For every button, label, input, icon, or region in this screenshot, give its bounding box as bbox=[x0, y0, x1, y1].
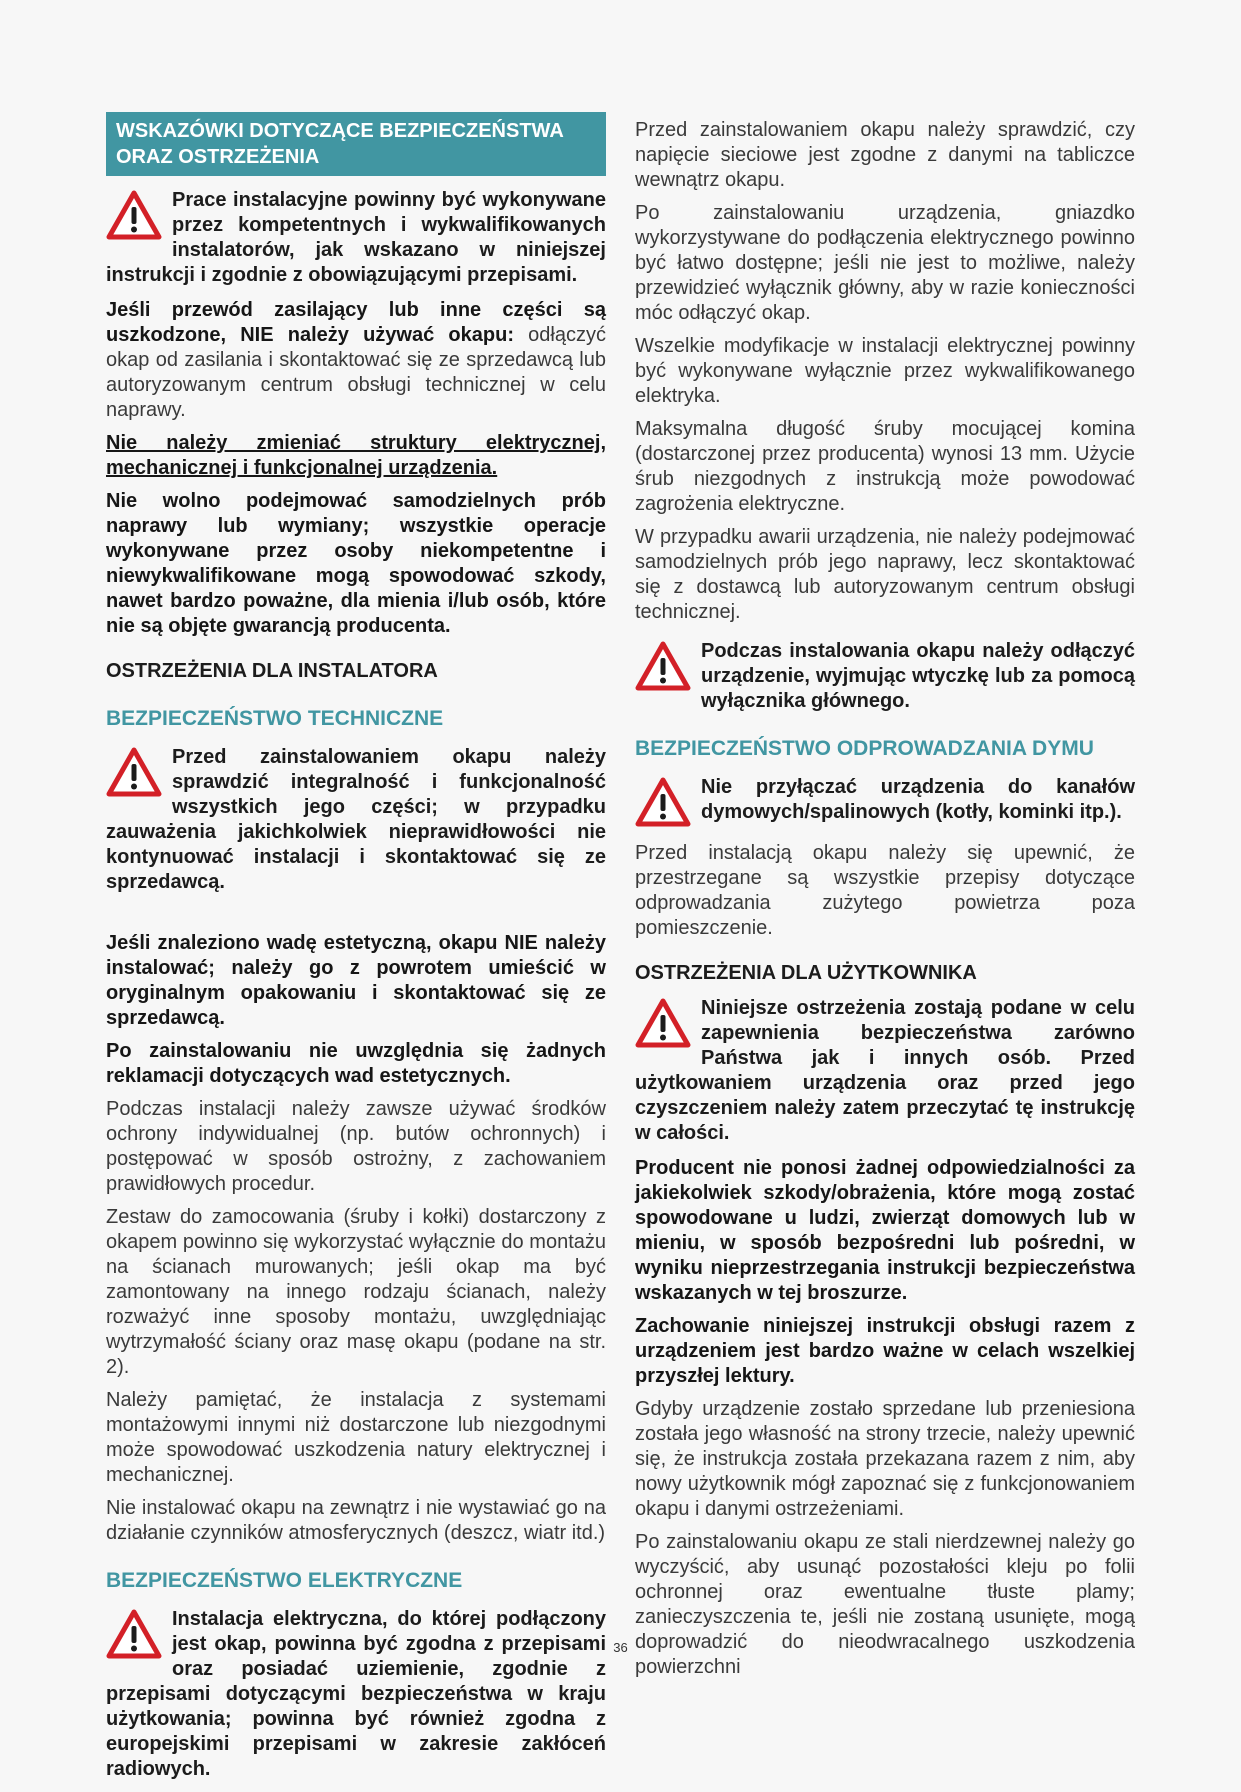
heading-technical-safety: BEZPIECZEŃSTWO TECHNICZNE bbox=[106, 707, 444, 730]
paragraph-aesthetic-defect: Jeśli znaleziono wadę estetyczną, okapu NIE należy instalować; należy go z powrotem umieścić w oryginalnym opakowaniu i skontaktować się ze sprzedawcą. bbox=[106, 932, 606, 1029]
paragraph-failure: W przypadku awarii urządzenia, nie należy podejmować samodzielnych prób jego naprawy, lecz skontaktować się z dostawcą lub autoryzowanym centrum obsługi technicznej. bbox=[635, 526, 1135, 623]
warning-disconnect bbox=[635, 639, 1135, 714]
paragraph-liability: Producent nie ponosi żadnej odpowiedzialności za jakiekolwiek szkody/obrażenia, które mogą zostać spowodowane u ludzi, zwierząt domowych lub w mieniu, w sposób bezpośredni lub pośredni, w wyniku nieprzestrzegania instrukcji bezpieczeństwa wskazanych w tej broszurze. bbox=[635, 1157, 1135, 1304]
heading-electrical-safety: BEZPIECZEŃSTWO ELEKTRYCZNE bbox=[106, 1569, 463, 1592]
paragraph-keep-manual: Zachowanie niniejszej instrukcji obsługi razem z urządzeniem jest bardzo ważne w celach wszelkiej przyszłej lektury. bbox=[635, 1315, 1135, 1387]
warning-triangle-icon bbox=[106, 747, 162, 797]
paragraph-no-repair: Nie wolno podejmować samodzielnych prób naprawy lub wymiany; wszystkie operacje wykonywane przez osoby niekompetentne i niewykwalifikowane mogą spowodować szkody, nawet bardzo poważne, dla mienia i/lub osób, które nie są objęte gwarancją producenta. bbox=[106, 490, 606, 637]
paragraph-mounting-kit: Zestaw do zamocowania (śruby i kołki) dostarczony z okapem powinno się wykorzystać wyłącznie do montażu na ścianach murowanych; jeśli okap ma być zamontowany na innego rodzaju ścianach, należy rozważyć inne sposoby montażu, uwzględniając wytrzymałość ściany oraz masę okapu (podane na str. 2). bbox=[106, 1206, 606, 1378]
paragraph-voltage: Przed zainstalowaniem okapu należy sprawdzić, czy napięcie sieciowe jest zgodne z danymi na tabliczce wewnątrz okapu. bbox=[635, 119, 1135, 191]
warning-triangle-icon bbox=[635, 777, 691, 827]
damaged-cable-bold: Jeśli przewód zasilający lub inne części są uszkodzone, NIE należy używać okapu: bbox=[106, 299, 606, 346]
paragraph-no-complaints: Po zainstalowaniu nie uwzględnia się żadnych reklamacji dotyczących wad estetycznych. bbox=[106, 1040, 606, 1087]
warning-triangle-icon bbox=[635, 641, 691, 691]
heading-user: OSTRZEŻENIA DLA UŻYTKOWNIKA bbox=[635, 962, 977, 984]
warning-user-text: Niniejsze ostrzeżenia zostają podane w celu zapewnienia bezpieczeństwa zarówno Państwa jak i innych osób. Przed użytkowaniem urządzenia oraz przed jego czyszczeniem należy zatem przeczytać tę instrukcję w całości. bbox=[635, 997, 1135, 1144]
warning-triangle-icon bbox=[635, 998, 691, 1048]
paragraph-protection: Podczas instalacji należy zawsze używać środków ochrony indywidualnej (np. butów ochronnych) i postępować w sposób ostrożny, z zachowaniem prawidłowych procedur. bbox=[106, 1098, 606, 1195]
paragraph-resale: Gdyby urządzenie zostało sprzedane lub przeniesiona została jego własność na strony trzecie, należy upewnić się, że instrukcja została przekazana razem z nim, aby nowy użytkownik mógł zapoznać się z funkcjonowaniem okapu i danymi ostrzeżeniami. bbox=[635, 1398, 1135, 1520]
paragraph-modifications: Wszelkie modyfikacje w instalacji elektrycznej powinny być wykonywane wyłącznie przez wykwalifikowanego elektryka. bbox=[635, 335, 1135, 407]
paragraph-no-modify: Nie należy zmieniać struktury elektrycznej, mechanicznej i funkcjonalnej urządzenia. bbox=[106, 432, 606, 479]
left-column bbox=[106, 112, 606, 1792]
heading-smoke-safety: BEZPIECZEŃSTWO ODPROWADZANIA DYMU bbox=[635, 737, 1094, 760]
paragraph-stainless-clean: Po zainstalowaniu okapu ze stali nierdzewnej należy go wyczyścić, aby usunąć pozostałości kleju po folii ochronnej oraz ewentualne tłuste plamy; zanieczyszczenia te, jeśli nie zostaną usunięte, mogą doprowadzić do nieodwracalnego uszkodzenia powierzchni bbox=[635, 1531, 1135, 1678]
paragraph-other-systems: Należy pamiętać, że instalacja z systemami montażowymi innymi niż dostarczone lub niezgodnymi może spowodować uszkodzenia natury elektrycznej i mechanicznej. bbox=[106, 1389, 606, 1486]
paragraph-outdoor: Nie instalować okapu na zewnątrz i nie wystawiać go na działanie czynników atmosferycznych (deszcz, wiatr itd.) bbox=[106, 1497, 606, 1544]
heading-installer: OSTRZEŻENIA DLA INSTALATORA bbox=[106, 660, 438, 682]
warning-installers-text: Prace instalacyjne powinny być wykonywane przez kompetentnych i wykwalifikowanych instalatorów, jak wskazano w niniejszej instrukcji i zgodnie z obowiązującymi przepisami. bbox=[106, 189, 606, 286]
right-column bbox=[635, 118, 1135, 1688]
warning-integrity bbox=[106, 745, 606, 895]
paragraph-socket: Po zainstalowaniu urządzenia, gniazdko wykorzystywane do podłączenia elektrycznego powinno być łatwo dostępne; jeśli nie jest to możliwe, należy przewidzieć wyłącznik główny, aby w razie konieczności móc odłączyć okap. bbox=[635, 202, 1135, 324]
damaged-cable-light: odłączyć okap od zasilania i skontaktować się ze sprzedawcą lub autoryzowanym centrum obsługi technicznej w celu naprawy. bbox=[106, 324, 606, 421]
warning-electrical bbox=[106, 1607, 606, 1782]
warning-flue bbox=[635, 775, 1135, 825]
warning-integrity-text: Przed zainstalowaniem okapu należy sprawdzić integralność i funkcjonalność wszystkich jego części; w przypadku zauważenia jakichkolwiek nieprawidłowości nie kontynuować instalacji i skontaktować się ze sprzedawcą. bbox=[106, 746, 606, 893]
warning-flue-text: Nie przyłączać urządzenia do kanałów dymowych/spalinowych (kotły, kominki itp.). bbox=[701, 776, 1135, 823]
warning-triangle-icon bbox=[106, 190, 162, 240]
warning-user bbox=[635, 996, 1135, 1146]
section-title: WSKAZÓWKI DOTYCZĄCE BEZPIECZEŃSTWA ORAZ OSTRZEŻENIA bbox=[106, 112, 606, 176]
paragraph-screw-length: Maksymalna długość śruby mocującej komina (dostarczonej przez producenta) wynosi 13 mm. Użycie śrub niezgodnych z instrukcją może powodować zagrożenia elektryczne. bbox=[635, 418, 1135, 515]
warning-installers bbox=[106, 188, 606, 288]
paragraph-air-exhaust: Przed instalacją okapu należy się upewnić, że przestrzegane są wszystkie przepisy dotyczące odprowadzania zużytego powietrza poza pomieszczenie. bbox=[635, 842, 1135, 939]
paragraph-damaged-cable bbox=[106, 298, 606, 423]
page-number: 36 bbox=[613, 1640, 628, 1655]
warning-electrical-text: Instalacja elektryczna, do której podłączony jest okap, powinna być zgodna z przepisami oraz posiadać uziemienie, zgodnie z przepisami dotyczącymi bezpieczeństwa w kraju użytkowania; powinna być również zgodna z europejskimi przepisami w zakresie zakłóceń radiowych. bbox=[106, 1608, 606, 1780]
warning-disconnect-text: Podczas instalowania okapu należy odłączyć urządzenie, wyjmując wtyczkę lub za pomocą wyłącznika głównego. bbox=[701, 640, 1135, 712]
